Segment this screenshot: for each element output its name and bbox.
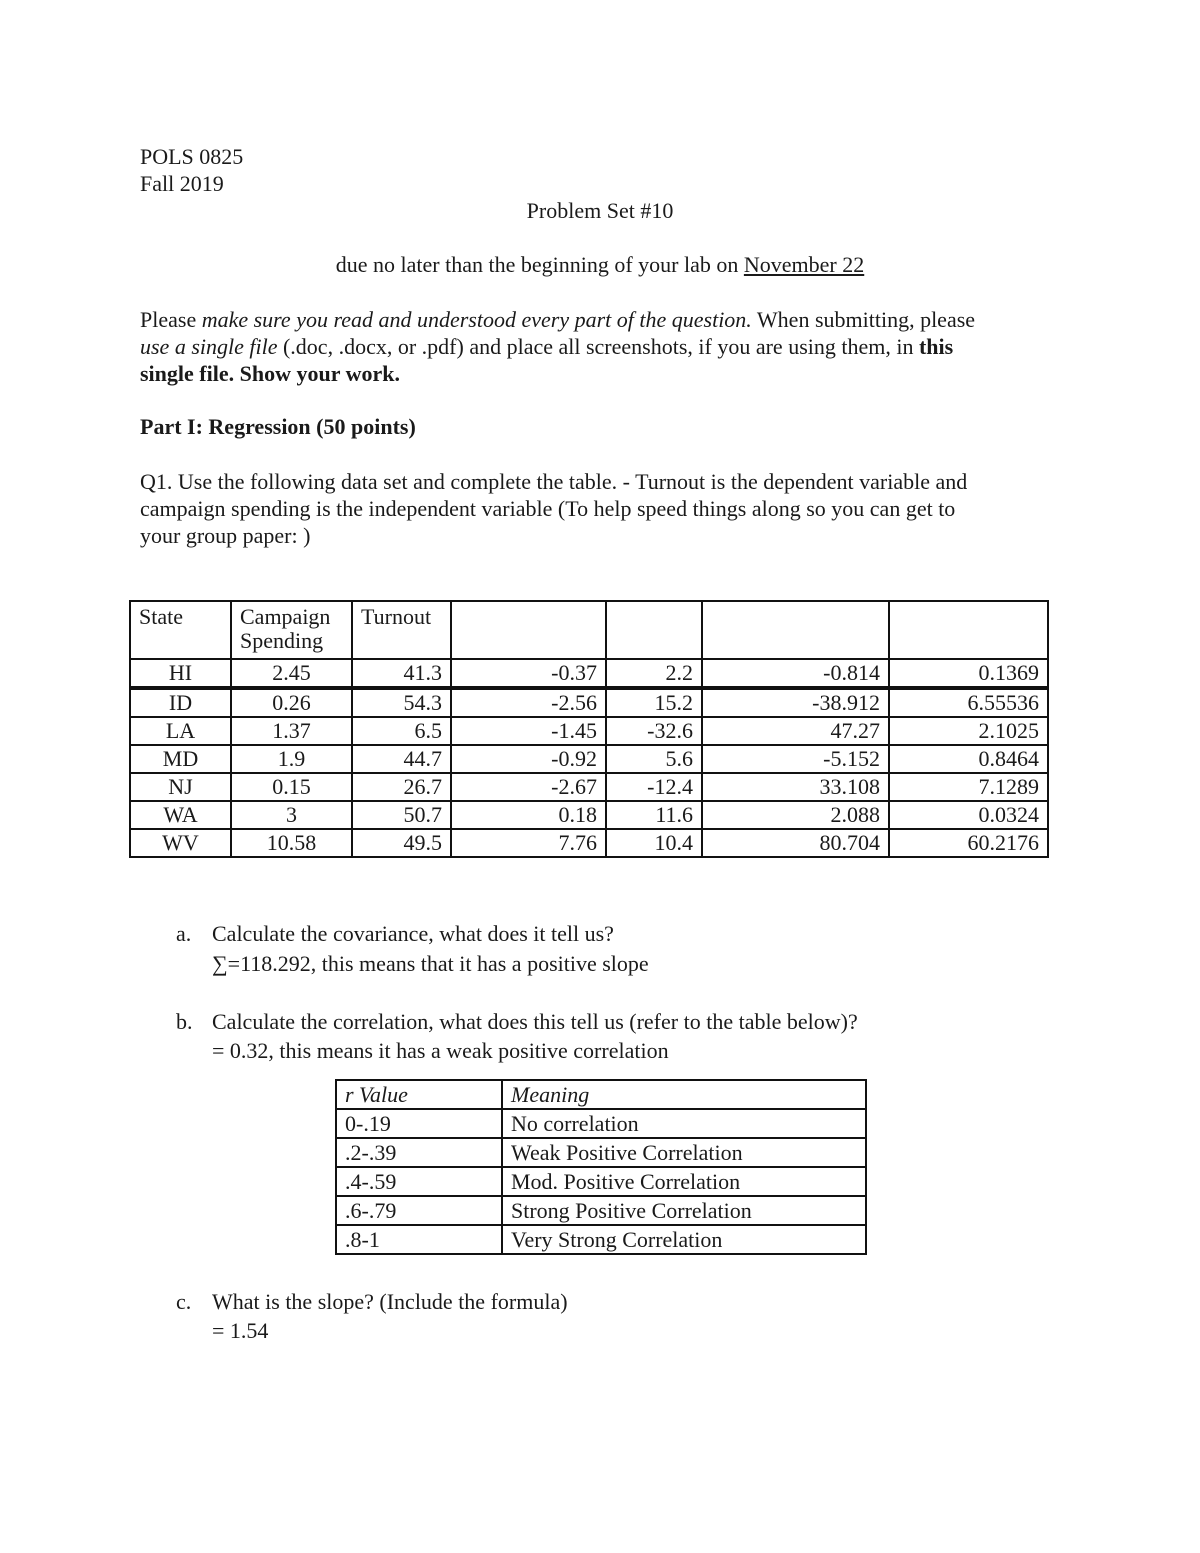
table-cell: 3 — [231, 801, 352, 829]
instructions-emphasis: make sure you read and understood every part of the question. — [201, 307, 752, 332]
table-cell: Mod. Positive Correlation — [502, 1167, 866, 1196]
table-row — [336, 1138, 866, 1167]
table-row — [130, 745, 1048, 773]
instructions-strong: this — [918, 334, 954, 359]
table-header-cell — [451, 601, 606, 659]
table-cell: 33.108 — [702, 773, 889, 801]
table-cell: 11.6 — [606, 801, 702, 829]
table-header-cell — [606, 601, 702, 659]
table-cell: WA — [130, 801, 231, 829]
table-cell: 1.37 — [231, 717, 352, 745]
table-row — [130, 773, 1048, 801]
table-cell: -5.152 — [702, 745, 889, 773]
table-cell: 50.7 — [352, 801, 451, 829]
table-cell: ID — [130, 688, 231, 717]
table-cell: .4-.59 — [336, 1167, 502, 1196]
table-cell: 44.7 — [352, 745, 451, 773]
table-cell: -32.6 — [606, 717, 702, 745]
question-a-letter: a. — [176, 921, 192, 946]
table-cell: .8-1 — [336, 1225, 502, 1254]
table-header-cell: r Value — [336, 1080, 502, 1109]
question-b-text: Calculate the correlation, what does this tell us (refer to the table below)? — [212, 1009, 858, 1034]
table-cell: -0.92 — [451, 745, 606, 773]
table-cell: 0.18 — [451, 801, 606, 829]
table-cell: Strong Positive Correlation — [502, 1196, 866, 1225]
page-title: Problem Set #10 — [526, 198, 674, 223]
table-header-cell: Turnout — [352, 601, 451, 659]
table-header-cell — [702, 601, 889, 659]
term: Fall 2019 — [140, 171, 224, 196]
table-cell: 41.3 — [352, 659, 451, 688]
table-row — [336, 1167, 866, 1196]
part-heading: Part I: Regression (50 points) — [140, 414, 416, 439]
table-cell: Weak Positive Correlation — [502, 1138, 866, 1167]
instructions-line-1 — [140, 306, 975, 334]
table-cell: LA — [130, 717, 231, 745]
table-cell: -1.45 — [451, 717, 606, 745]
table-cell: -0.37 — [451, 659, 606, 688]
table-cell: 26.7 — [352, 773, 451, 801]
table-header-cell: Campaign Spending — [231, 601, 352, 659]
table-cell: 2.088 — [702, 801, 889, 829]
table-cell: 7.76 — [451, 829, 606, 857]
table-cell: WV — [130, 829, 231, 857]
table-cell: 49.5 — [352, 829, 451, 857]
table-header-row — [336, 1080, 866, 1109]
q1-line-3: your group paper: ) — [140, 523, 311, 548]
table-cell: 2.2 — [606, 659, 702, 688]
instructions-text: (.doc, .docx, or .pdf) and place all screenshots, if you are using them, in — [277, 334, 919, 359]
table-cell: 6.55536 — [889, 688, 1048, 717]
course-code: POLS 0825 — [140, 144, 244, 169]
table-cell: -0.814 — [702, 659, 889, 688]
question-c-letter: c. — [176, 1289, 192, 1314]
table-cell: 0.8464 — [889, 745, 1048, 773]
instructions-text: When submitting, please — [751, 307, 976, 332]
table-header-cell: Meaning — [502, 1080, 866, 1109]
table-cell: 7.1289 — [889, 773, 1048, 801]
table-cell: 2.45 — [231, 659, 352, 688]
table-cell: .2-.39 — [336, 1138, 502, 1167]
instructions-line-2 — [140, 333, 953, 361]
table-cell: 10.58 — [231, 829, 352, 857]
question-c-text: What is the slope? (Include the formula) — [212, 1289, 568, 1314]
question-a-answer: ∑=118.292, this means that it has a positive slope — [212, 951, 649, 976]
table-row — [336, 1225, 866, 1254]
table-cell: 47.27 — [702, 717, 889, 745]
q1-line-2: campaign spending is the independent variable (To help speed things along so you can get to — [140, 496, 956, 521]
instructions-emphasis: use a single file — [140, 334, 278, 359]
table-cell: NJ — [130, 773, 231, 801]
table-cell: 80.704 — [702, 829, 889, 857]
table-header-cell — [889, 601, 1048, 659]
table-cell: No correlation — [502, 1109, 866, 1138]
table-row — [130, 801, 1048, 829]
table-row — [130, 717, 1048, 745]
table-cell: 60.2176 — [889, 829, 1048, 857]
table-cell: 54.3 — [352, 688, 451, 717]
table-cell: 2.1025 — [889, 717, 1048, 745]
table-cell: 15.2 — [606, 688, 702, 717]
instructions-line-3: single file. Show your work. — [140, 361, 400, 386]
table-cell: 10.4 — [606, 829, 702, 857]
question-b-answer: = 0.32, this means it has a weak positive correlation — [212, 1038, 669, 1063]
table-cell: -38.912 — [702, 688, 889, 717]
q1-line-1: Q1. Use the following data set and complete the table. - Turnout is the dependent variable and — [140, 469, 968, 494]
r-value-table — [335, 1079, 867, 1255]
due-date: November 22 — [743, 252, 865, 277]
table-cell: Very Strong Correlation — [502, 1225, 866, 1254]
question-b-letter: b. — [176, 1009, 193, 1034]
table-cell: 0.0324 — [889, 801, 1048, 829]
due-line — [0, 251, 1200, 279]
table-row — [130, 659, 1048, 688]
question-c-answer: = 1.54 — [212, 1318, 269, 1343]
question-a-text: Calculate the covariance, what does it tell us? — [212, 921, 614, 946]
table-row — [336, 1196, 866, 1225]
table-cell: MD — [130, 745, 231, 773]
instructions-text: Please — [140, 307, 202, 332]
table-cell: -2.67 — [451, 773, 606, 801]
table-cell: 0.1369 — [889, 659, 1048, 688]
table-cell: -12.4 — [606, 773, 702, 801]
data-table — [129, 600, 1049, 858]
table-header-row — [130, 601, 1048, 659]
due-prefix: due no later than the beginning of your lab on — [335, 252, 744, 277]
table-header-cell: State — [130, 601, 231, 659]
table-cell: 5.6 — [606, 745, 702, 773]
table-cell: 0.15 — [231, 773, 352, 801]
table-cell: 6.5 — [352, 717, 451, 745]
table-cell: 0.26 — [231, 688, 352, 717]
table-row — [130, 688, 1048, 717]
table-row — [336, 1109, 866, 1138]
table-cell: 1.9 — [231, 745, 352, 773]
table-row — [130, 829, 1048, 857]
table-cell: 0-.19 — [336, 1109, 502, 1138]
table-cell: HI — [130, 659, 231, 688]
table-cell: .6-.79 — [336, 1196, 502, 1225]
table-cell: -2.56 — [451, 688, 606, 717]
